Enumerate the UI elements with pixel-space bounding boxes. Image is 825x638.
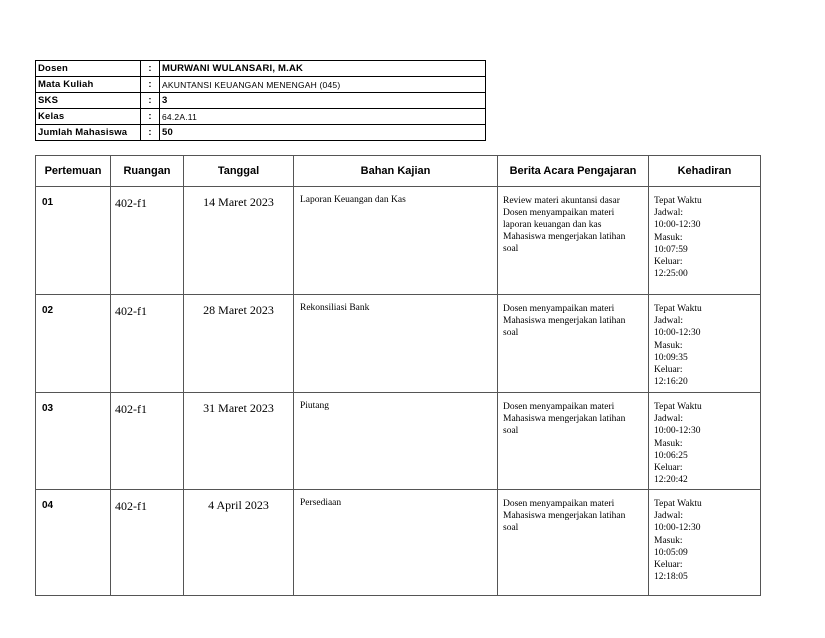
ruangan-cell: 402-f1: [111, 295, 184, 393]
kehadiran-line: Jadwal:: [654, 316, 684, 327]
berita-line: Dosen menyampaikan materi: [503, 402, 615, 412]
kehadiran-line: Masuk:: [654, 232, 683, 243]
pertemuan-cell: 02: [36, 295, 111, 393]
berita-line: Mahasiswa mengerjakan latihan: [503, 414, 626, 424]
separator: :: [141, 93, 160, 109]
berita-line: Review materi akuntansi dasar: [503, 196, 620, 206]
kehadiran-line: Keluar:: [654, 257, 683, 268]
kehadiran-line: Keluar:: [654, 560, 683, 571]
berita-line: Dosen menyampaikan materi: [503, 208, 615, 218]
berita-line: soal: [503, 244, 519, 254]
berita-line: laporan keuangan dan kas: [503, 220, 602, 230]
berita-line: Mahasiswa mengerjakan latihan: [503, 316, 626, 326]
kehadiran-line: Tepat Waktu: [654, 196, 702, 206]
info-row-dosen: [36, 61, 486, 77]
kehadiran-line: Keluar:: [654, 365, 683, 376]
pertemuan-cell: 01: [36, 187, 111, 295]
bahan-kajian-cell: Laporan Keuangan dan Kas: [294, 187, 498, 295]
tanggal-cell: 31 Maret 2023: [184, 393, 294, 490]
kelas-label: Kelas: [36, 109, 141, 125]
kehadiran-line: Tepat Waktu: [654, 304, 702, 314]
table-row: [36, 393, 761, 490]
ruangan-cell: 402-f1: [111, 393, 184, 490]
header-kehadiran: Kehadiran: [649, 156, 761, 187]
kehadiran-line: 10:00-12:30: [654, 220, 701, 231]
table-row: [36, 295, 761, 393]
kehadiran-line: 10:00-12:30: [654, 523, 701, 534]
pertemuan-cell: 04: [36, 490, 111, 596]
header-berita-acara: Berita Acara Pengajaran: [498, 156, 649, 187]
kehadiran-line: 12:25:00: [654, 269, 688, 280]
matkul-value: AKUNTANSI KEUANGAN MENENGAH (045): [160, 77, 486, 93]
kehadiran-line: Jadwal:: [654, 414, 684, 425]
kehadiran-cell: [649, 393, 761, 490]
kehadiran-line: 10:09:35: [654, 352, 688, 363]
kehadiran-cell: [649, 295, 761, 393]
kehadiran-line: Masuk:: [654, 438, 683, 449]
matkul-label: Mata Kuliah: [36, 77, 141, 93]
ruangan-cell: 402-f1: [111, 490, 184, 596]
kehadiran-line: 10:00-12:30: [654, 328, 701, 339]
sks-value: 3: [160, 93, 486, 109]
sks-label: SKS: [36, 93, 141, 109]
header-bahan-kajian: Bahan Kajian: [294, 156, 498, 187]
bahan-kajian-cell: Persediaan: [294, 490, 498, 596]
dosen-value: MURWANI WULANSARI, M.AK: [160, 61, 486, 77]
ruangan-cell: 402-f1: [111, 187, 184, 295]
berita-line: soal: [503, 328, 519, 338]
berita-acara-cell: [498, 187, 649, 295]
tanggal-cell: 4 April 2023: [184, 490, 294, 596]
separator: :: [141, 61, 160, 77]
kehadiran-line: Tepat Waktu: [654, 499, 702, 509]
bahan-kajian-cell: Piutang: [294, 393, 498, 490]
kehadiran-line: 10:06:25: [654, 450, 688, 461]
berita-line: Mahasiswa mengerjakan latihan: [503, 511, 626, 521]
header-pertemuan: Pertemuan: [36, 156, 111, 187]
separator: :: [141, 109, 160, 125]
table-row: [36, 187, 761, 295]
berita-line: Dosen menyampaikan materi: [503, 304, 615, 314]
separator: :: [141, 125, 160, 141]
berita-acara-cell: [498, 490, 649, 596]
header-ruangan: Ruangan: [111, 156, 184, 187]
info-row-kelas: [36, 109, 486, 125]
kehadiran-line: 10:07:59: [654, 244, 688, 255]
table-header-row: [36, 156, 761, 187]
kehadiran-line: 12:20:42: [654, 475, 688, 486]
kehadiran-line: Keluar:: [654, 463, 683, 474]
info-row-matkul: [36, 77, 486, 93]
berita-line: Mahasiswa mengerjakan latihan: [503, 232, 626, 242]
info-row-jumlah: [36, 125, 486, 141]
kelas-value: 64.2A.11: [160, 109, 486, 125]
separator: :: [141, 77, 160, 93]
course-info-table: [35, 60, 486, 141]
bahan-kajian-cell: Rekonsiliasi Bank: [294, 295, 498, 393]
tanggal-cell: 28 Maret 2023: [184, 295, 294, 393]
table-row: [36, 490, 761, 596]
berita-acara-cell: [498, 393, 649, 490]
pertemuan-cell: 03: [36, 393, 111, 490]
berita-acara-cell: [498, 295, 649, 393]
berita-line: soal: [503, 523, 519, 533]
jumlah-label: Jumlah Mahasiswa: [36, 125, 141, 141]
kehadiran-line: 12:18:05: [654, 572, 688, 583]
kehadiran-cell: [649, 187, 761, 295]
kehadiran-line: Masuk:: [654, 535, 683, 546]
berita-line: soal: [503, 426, 519, 436]
kehadiran-line: Masuk:: [654, 340, 683, 351]
kehadiran-line: 10:00-12:30: [654, 426, 701, 437]
attendance-table: [35, 155, 761, 596]
kehadiran-line: Tepat Waktu: [654, 402, 702, 412]
kehadiran-line: 12:16:20: [654, 377, 688, 388]
kehadiran-cell: [649, 490, 761, 596]
header-tanggal: Tanggal: [184, 156, 294, 187]
info-row-sks: [36, 93, 486, 109]
kehadiran-line: 10:05:09: [654, 547, 688, 558]
dosen-label: Dosen: [36, 61, 141, 77]
jumlah-value: 50: [160, 125, 486, 141]
kehadiran-line: Jadwal:: [654, 208, 684, 219]
berita-line: Dosen menyampaikan materi: [503, 499, 615, 509]
kehadiran-line: Jadwal:: [654, 511, 684, 522]
tanggal-cell: 14 Maret 2023: [184, 187, 294, 295]
